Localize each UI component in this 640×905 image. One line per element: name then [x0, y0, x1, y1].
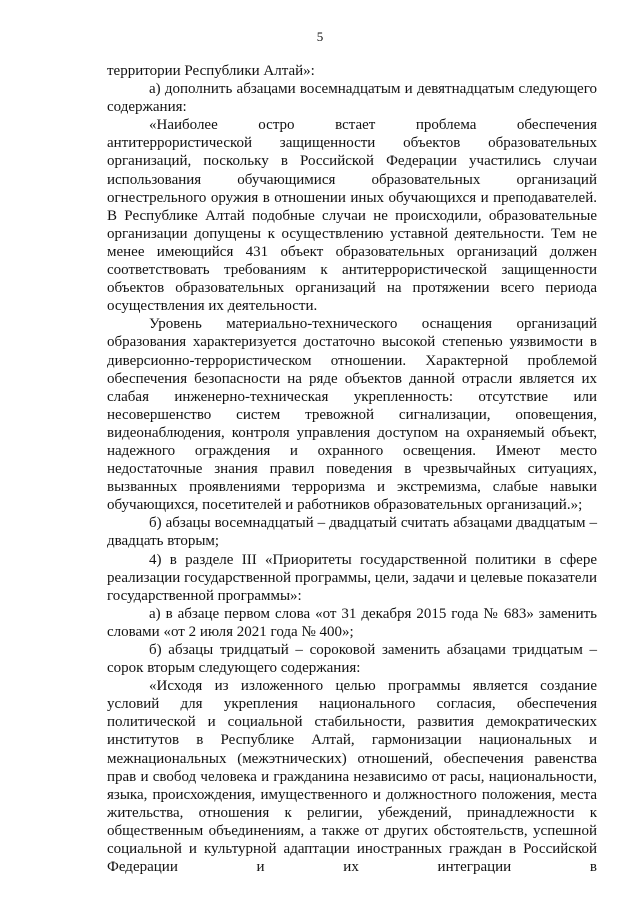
paragraph: б) абзацы тридцатый – сороковой заменить абзацами тридцатым – сорок вторым следующего содержания:	[107, 642, 597, 677]
document-body	[107, 62, 597, 876]
paragraph: а) дополнить абзацами восемнадцатым и девятнадцатым следующего содержания:	[107, 81, 597, 116]
paragraph: «Исходя из изложенного целью программы является создание условий для укрепления национального согласия, обеспечения политической и социальной стабильности, развития демократических институтов в Республике Алтай, гармонизации национальных и межнациональных (межэтнических) отношений, обеспечения равенства прав и свобод человека и гражданина независимо от расы, национальности, языка, происхождения, имущественного и должностного положения, места жительства, отношения к религии, убеждений, принадлежности к общественным объединениям, а также от других обстоятельств, успешной социальной и культурной адаптации иностранных граждан в Российской Федерации и их интеграции в	[107, 678, 597, 876]
paragraph: 4) в разделе III «Приоритеты государственной политики в сфере реализации государственной программы, цели, задачи и целевые показатели государственной программы»:	[107, 551, 597, 604]
page-number: 5	[316, 29, 324, 44]
paragraph: б) абзацы восемнадцатый – двадцатый считать абзацами двадцатым – двадцать вторым;	[107, 515, 597, 550]
paragraph: «Наиболее остро встает проблема обеспечения антитеррористической защищенности объектов образовательных организаций, поскольку в Российской Федерации участились случаи использования обучающимися образовательных организаций огнестрельного оружия в отношении иных обучающихся и преподавателей. В Республике Алтай подобные случаи не происходили, образовательные организации допущены к осуществлению уставной деятельности. Тем не менее имеющийся 431 объект образовательных организаций должен соответствовать требованиям к антитеррористической защищенности объектов образовательных организаций на протяжении всего периода осуществления их деятельности.	[107, 117, 597, 315]
paragraph: территории Республики Алтай»:	[107, 63, 315, 79]
paragraph: Уровень материально-технического оснащения организаций образования характеризуется достаточно высокой степенью уязвимости в диверсионно-террористическом отношении. Характерной проблемой обеспечения безопасности на ряде объектов данной отрасли является их слабая инженерно-техническая укрепленность: отсутствие или несовершенство систем тревожной сигнализации, оповещения, видеонаблюдения, контроля управления доступом на охраняемый объект, надежного ограждения и охранного освещения. Имеют место недостаточные знания правил поведения в чрезвычайных ситуациях, вызванных проявлениями терроризма и экстремизма, слабые навыки обучающихся, посетителей и работников образовательных организаций.»;	[107, 316, 597, 514]
paragraph: а) в абзаце первом слова «от 31 декабря 2015 года № 683» заменить словами «от 2 июля 2021 года № 400»;	[107, 605, 597, 640]
